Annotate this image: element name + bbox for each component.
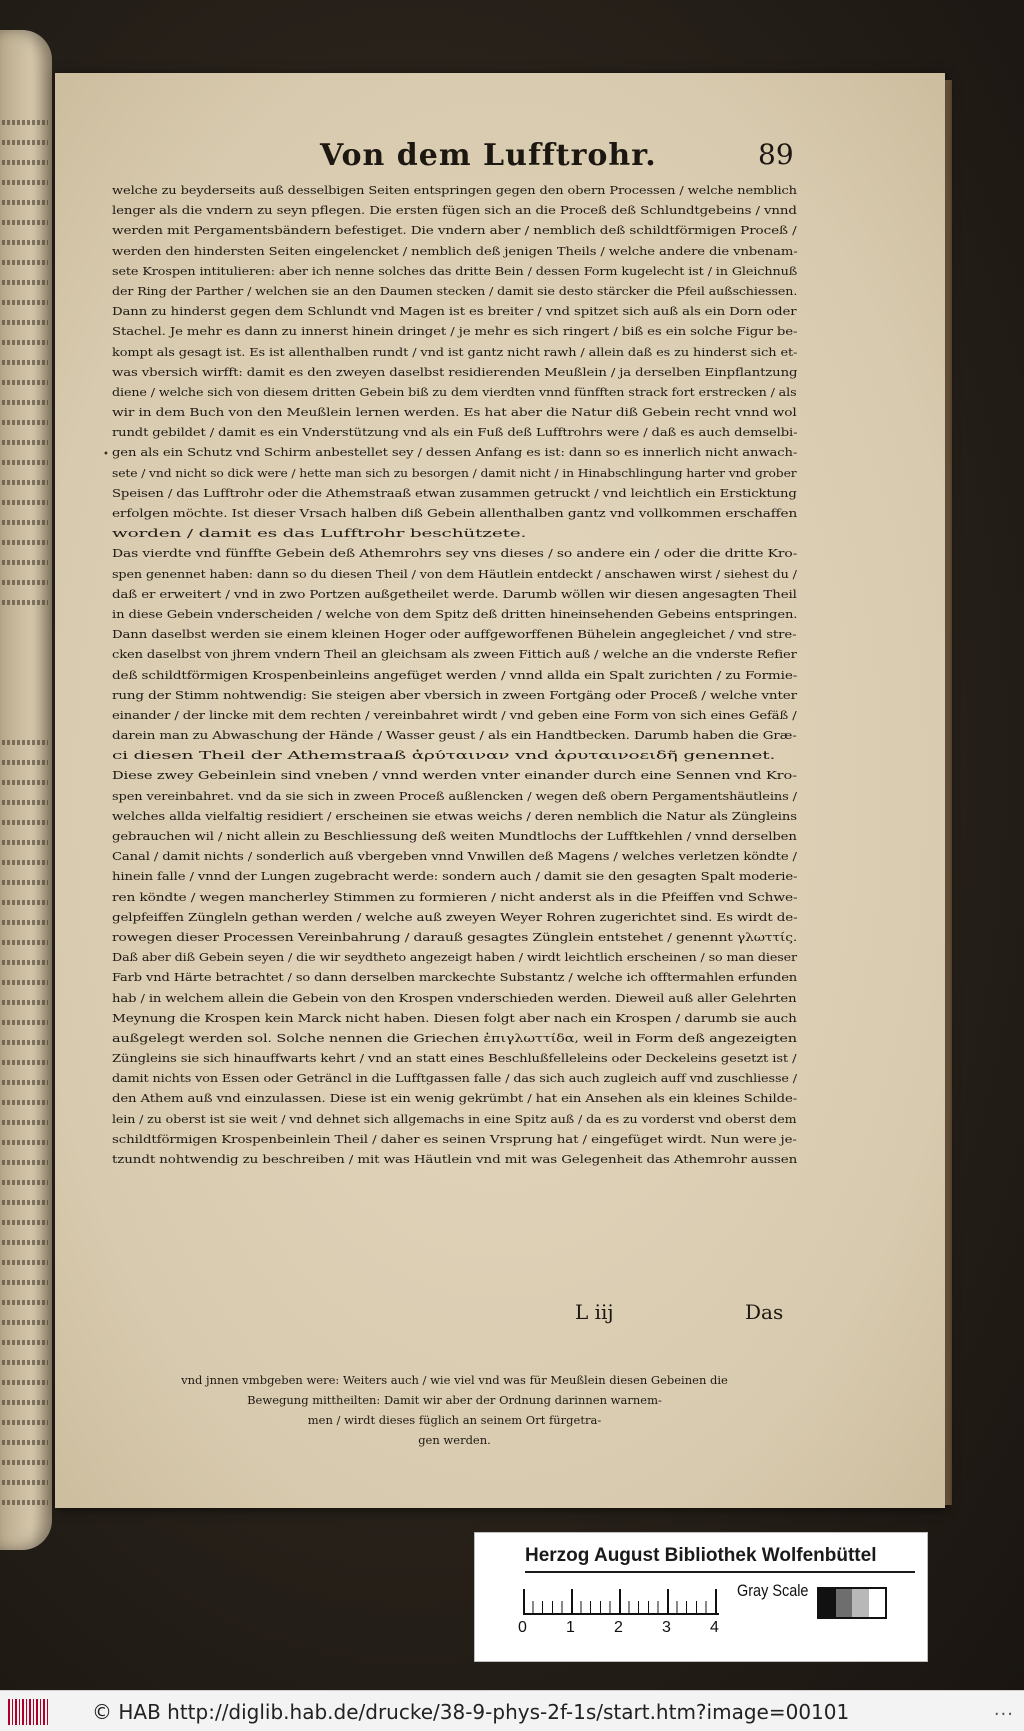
facing-page-edge xyxy=(0,30,52,1550)
facing-page-text-trace xyxy=(2,1260,48,1265)
text-line: schildtförmigen Krospenbeinlein Theil / daher es seinen Vrsprung hat / eingefüget wirdt. Nun were je- xyxy=(112,1131,797,1146)
footer-url-text[interactable]: © HAB http://diglib.hab.de/drucke/38-9-phys-2f-1s/start.htm?image=00101 xyxy=(92,1700,850,1724)
text-line: der Ring der Parther / welchen sie an den Daumen stecken / damit sie desto stärcker die Pfeil außschiessen. xyxy=(112,283,798,298)
facing-page-text-trace xyxy=(2,1400,48,1405)
text-line: gebrauchen wil / nicht allein zu Beschliessung deß weiten Mundtlochs der Lufftkehlen / vnnd derselben xyxy=(112,829,797,843)
text-line: wir in dem Buch von den Meußlein lernen werden. Es hat aber die Natur diß Gebein recht vnnd wol xyxy=(112,405,797,420)
text-line: lenger als die vndern zu seyn pflegen. Die ersten fügen sich an die Proceß deß Schlundtgebeins / vnnd xyxy=(112,203,797,218)
facing-page-text-trace xyxy=(2,1060,48,1065)
text-line: außgelegt werden sol. Solche nennen die Griechen ἐπιγλωττίδα, weil in Form deß angezeigten xyxy=(112,1030,797,1045)
facing-page-text-trace xyxy=(2,840,48,845)
facing-page-text-trace xyxy=(2,1120,48,1125)
text-line: den Athem auß vnd einzulassen. Diese ist ein wenig gekrümbt / hat ein Ansehen als ein kleines Schilde- xyxy=(112,1091,798,1106)
text-line: in diese Gebein vnderscheiden / welche von dem Spitz deß dritten hineinsehenden Gebeins entspringen. xyxy=(112,606,798,621)
ruler-numbers xyxy=(518,1619,728,1639)
facing-page-text-trace xyxy=(2,1360,48,1365)
facing-page-text-trace xyxy=(2,500,48,505)
text-line: Stachel. Je mehr es dann zu innerst hinein dringet / je mehr es sich ringert / biß es ein solche Figur be- xyxy=(112,324,798,339)
text-line: daß er erweitert / vnd in zwo Portzen außgetheilet werde. Darumb wöllen wir diesen angesagten Theil xyxy=(112,586,797,601)
facing-page-text-trace xyxy=(2,740,48,745)
text-line: welches allda vielfaltig residiert / erscheinen sie etwas weichs / deren nemblich die Natur als Züngleins xyxy=(112,808,797,823)
text-line: hinein falle / vnnd der Lungen zugebracht werde: sondern auch / damit sie den gesagten Spalt moderie- xyxy=(112,869,798,884)
facing-page-text-trace xyxy=(2,1200,48,1205)
facing-page-text-trace xyxy=(2,140,48,145)
facing-page-text-trace xyxy=(2,800,48,805)
facing-page-text-trace xyxy=(2,340,48,345)
facing-page-text-trace xyxy=(2,1100,48,1105)
facing-page-text-trace xyxy=(2,400,48,405)
text-lines xyxy=(112,180,797,1169)
gray-swatch xyxy=(869,1589,886,1617)
facing-page-text-trace xyxy=(2,1320,48,1325)
text-line: ren köndte / wegen mancherley Stimmen zu formieren / nicht anderst als in die Pfeiffen vnd Schwe- xyxy=(112,889,798,904)
facing-page-text-trace xyxy=(2,1160,48,1165)
text-line: spen genennet haben: dann so du diesen Theil / von dem Häutlein entdeckt / anschawen wirst / siehest du / xyxy=(112,566,797,581)
text-line: Das vierdte vnd fünffte Gebein deß Athemrohrs sey vns dieses / so andere ein / oder die dritte Kro- xyxy=(112,546,798,561)
facing-page-text-trace xyxy=(2,240,48,245)
facing-page-text-trace xyxy=(2,1420,48,1425)
text-line: damit nichts von Essen oder Geträncl in die Lufftgassen falle / das sich auch zugleich auff vnd zuschliesse / xyxy=(112,1071,797,1086)
text-line: sete Krospen intitulieren: aber ich nenne solches das dritte Bein / dessen Form kugelecht ist / in Gleichnuß xyxy=(112,263,798,278)
gray-swatch xyxy=(852,1589,869,1617)
catchword: Das xyxy=(745,1300,784,1324)
closing-line: gen werden. xyxy=(418,1433,491,1447)
text-line: worden / damit es das Lufftrohr beschützete. xyxy=(112,526,527,541)
color-target-card xyxy=(474,1532,928,1662)
ruler-number: 4 xyxy=(710,1619,719,1636)
facing-page-text-trace xyxy=(2,480,48,485)
text-line: rung der Stimm nohtwendig: Sie steigen aber vbersich in zween Fortgäng oder Proceß / welche vnter xyxy=(112,687,797,702)
facing-page-text-trace xyxy=(2,980,48,985)
facing-page-text-trace xyxy=(2,820,48,825)
ruler-number: 1 xyxy=(566,1619,575,1636)
text-line: spen vereinbahret. vnd da sie sich in zween Proceß außlencken / wegen deß obern Pergamentshäutleins / xyxy=(112,788,797,803)
facing-page-text-trace xyxy=(2,920,48,925)
closing-lines xyxy=(112,1370,797,1450)
text-line: welche zu beyderseits auß desselbigen Seiten entspringen gegen den obern Processen / welche nemblich xyxy=(112,183,797,197)
facing-page-text-trace xyxy=(2,180,48,185)
facing-page-text-trace xyxy=(2,1480,48,1485)
facing-page-text-trace xyxy=(2,600,48,605)
text-line: cken daselbst von jhrem vndern Theil an gleichsam als zween Fittich auß / welche an die vnderste Refier xyxy=(112,647,797,662)
text-line: deß schildtförmigen Krospenbeinleins angefüget werden / vnnd allda ein Spalt zurichten / zu Formie- xyxy=(112,667,798,682)
footer-bar xyxy=(0,1690,1024,1731)
more-icon[interactable]: ... xyxy=(993,1699,1014,1720)
text-line: Farb vnd Härte betrachtet / so dann derselben marckechte Substantz / welche ich offtermahlen erfunden xyxy=(112,970,798,985)
facing-page-text-trace xyxy=(2,460,48,465)
facing-page-text-trace xyxy=(2,1380,48,1385)
facing-page-text-trace xyxy=(2,1040,48,1045)
facing-page-text-trace xyxy=(2,320,48,325)
facing-page-text-trace xyxy=(2,1140,48,1145)
facing-page-text-trace xyxy=(2,560,48,565)
gray-swatch xyxy=(836,1589,853,1617)
folio-number: 89 xyxy=(758,138,794,171)
margin-mark: • xyxy=(103,449,109,460)
facing-page-text-trace xyxy=(2,520,48,525)
facing-page-text-trace xyxy=(2,300,48,305)
text-line: rundt gebildet / damit es ein Vnderstützung vnd als ein Fuß deß Lufftrohrs were / daß es auch demselbi- xyxy=(112,425,798,440)
facing-page-text-trace xyxy=(2,1020,48,1025)
facing-page-text-trace xyxy=(2,440,48,445)
facing-page-text-trace xyxy=(2,1440,48,1445)
text-line: tzundt nohtwendig zu beschreiben / mit was Häutlein vnd mit was Gelegenheit das Athemrohr aussen xyxy=(112,1152,798,1166)
text-line: Canal / damit nichts / sonderlich auß vbergeben vnnd Vnwillen deß Magens / welches verletzen köndte / xyxy=(112,849,797,864)
gray-scale-label: Gray Scale xyxy=(737,1581,809,1600)
facing-page-text-trace xyxy=(2,200,48,205)
gray-swatch xyxy=(819,1589,836,1617)
facing-page-text-trace xyxy=(2,120,48,125)
facing-page-text-trace xyxy=(2,940,48,945)
facing-page-text-trace xyxy=(2,1240,48,1245)
running-head: Von dem Lufftrohr. xyxy=(320,138,657,173)
text-line: Diese zwey Gebeinlein sind vneben / vnnd werden vnter einander durch eine Sennen vnd Kro- xyxy=(112,768,797,783)
text-line: Meynung die Krospen kein Marck nicht haben. Diesen folgt aber nach ein Krospen / darumb sie auch xyxy=(112,1010,797,1025)
facing-page-text-trace xyxy=(2,280,48,285)
facing-page-text-trace xyxy=(2,1180,48,1185)
signature-mark: L iij xyxy=(575,1300,614,1324)
gray-scale-swatches xyxy=(817,1587,887,1619)
text-line: erfolgen möchte. Ist dieser Vrsach halben diß Gebein allenthalben gantz vnd vollkommen erschaffen xyxy=(112,506,798,520)
barcode-icon xyxy=(8,1699,48,1725)
text-line: ci diesen Theil der Athemstraaß ἀρύταιναν vnd ἀρυταινοειδῆ genennet. xyxy=(112,748,776,763)
text-line: Dann daselbst werden sie einem kleinen Hoger oder auffgeworffenen Bühelein angegleichet / vnd stre- xyxy=(112,627,797,642)
text-line: Züngleins sie sich hinauffwarts kehrt / vnd an statt eines Beschlußfelleleins oder Deckeleins gesetzt ist / xyxy=(112,1051,797,1066)
text-line: sete / vnd nicht so dick were / hette man sich zu besorgen / damit nicht / in Hinabschlingung harter vnd grober xyxy=(112,465,797,480)
ruler-major-ticks xyxy=(523,1589,719,1613)
facing-page-text-trace xyxy=(2,780,48,785)
text-line: Speisen / das Lufftrohr oder die Athemstraaß etwan zusammen getruckt / vnd leichtlich ein Ersticktung xyxy=(112,485,797,500)
facing-page-text-trace xyxy=(2,1080,48,1085)
ruler-number: 2 xyxy=(614,1619,623,1636)
text-line: werden mit Pergamentsbändern befestiget. Die vndern aber / nemblich deß schildtförmigen Proceß / xyxy=(112,223,797,238)
library-title: Herzog August Bibliothek Wolfenbüttel xyxy=(525,1545,915,1573)
closing-line: vnd jnnen vmbgeben were: Weiters auch / wie viel vnd was für Meußlein diesen Gebeinen die xyxy=(181,1373,728,1387)
facing-page-text-trace xyxy=(2,1300,48,1305)
facing-page-text-trace xyxy=(2,880,48,885)
facing-page-text-trace xyxy=(2,1280,48,1285)
text-line: hab / in welchem allein die Gebein von den Krospen vnderschieden werden. Dieweil auß aller Gelehrten xyxy=(112,990,797,1005)
facing-page-text-trace xyxy=(2,1500,48,1505)
facing-page-text-trace xyxy=(2,360,48,365)
text-line: einander / der lincke mit dem rechten / vereinbahret wirdt / vnd geben eine Form von sich eines Gefäß / xyxy=(112,707,797,722)
closing-line: men / wirdt dieses füglich an seinem Ort fürgetra- xyxy=(307,1413,602,1427)
facing-page-text-trace xyxy=(2,960,48,965)
text-line: diene / welche sich von diesem dritten Gebein biß zu dem vierdten vnnd fünfften strack fort erstrecken / als xyxy=(112,384,797,399)
facing-page-text-trace xyxy=(2,380,48,385)
text-line: lein / zu oberst ist sie weit / vnd dehnet sich allgemachs in eine Spitz auß / da es zu vorderst vnd oberst dem xyxy=(112,1111,797,1126)
facing-page-text-trace xyxy=(2,260,48,265)
text-line: rowegen dieser Processen Vereinbahrung / darauß gesagtes Zünglein entstehet / genennt γλωττίς. xyxy=(112,929,798,944)
facing-page-text-trace xyxy=(2,1000,48,1005)
closing-line: Bewegung mittheilten: Damit wir aber der Ordnung darinnen warnem- xyxy=(247,1393,662,1407)
facing-page-text-trace xyxy=(2,580,48,585)
scale-ruler xyxy=(523,1583,719,1615)
facing-page-text-trace xyxy=(2,160,48,165)
facing-page-text-trace xyxy=(2,760,48,765)
facing-page-text-trace xyxy=(2,540,48,545)
text-line: kompt als gesagt ist. Es ist allenthalben rundt / vnd ist gantz nicht rawh / allein daß es zu hinderst sich et- xyxy=(112,344,798,359)
text-line: gen als ein Schutz vnd Schirm anbestellet sey / dessen Anfang es ist: dann so es innerlich nicht anwach- xyxy=(112,445,798,460)
text-line: werden den hindersten Seiten eingelencket / nemblich deß jenigen Theils / welche andere die vnbenam- xyxy=(112,243,798,258)
facing-page-text-trace xyxy=(2,420,48,425)
facing-page-text-trace xyxy=(2,1220,48,1225)
text-line: darein man zu Abwaschung der Hände / Wasser geust / als ein Handtbecken. Darumb haben die Græ- xyxy=(112,728,797,743)
facing-page-text-trace xyxy=(2,220,48,225)
text-line: Dann zu hinderst gegen dem Schlundt vnd Magen ist es breiter / vnd spitzet sich auß als ein Dorn oder xyxy=(112,304,797,319)
ruler-number: 3 xyxy=(662,1619,671,1636)
text-line: Daß aber diß Gebein seyen / die wir seydtheto angezeigt haben / wirdt leichtlich erscheinen / so man dieser xyxy=(112,950,798,965)
facing-page-text-trace xyxy=(2,1340,48,1345)
text-line: was vbersich wirfft: damit es den zweyen daselbst residierenden Meußlein / ja derselben Einpflantzung xyxy=(112,364,798,379)
facing-page-text-trace xyxy=(2,900,48,905)
ruler-number: 0 xyxy=(518,1619,527,1636)
facing-page-text-trace xyxy=(2,860,48,865)
text-line: gelpfeiffen Züngleln gethan werden / welche auß zweyen Weyer Rohren zugerichtet sind. Es wirdt de- xyxy=(112,909,798,924)
facing-page-text-trace xyxy=(2,1460,48,1465)
